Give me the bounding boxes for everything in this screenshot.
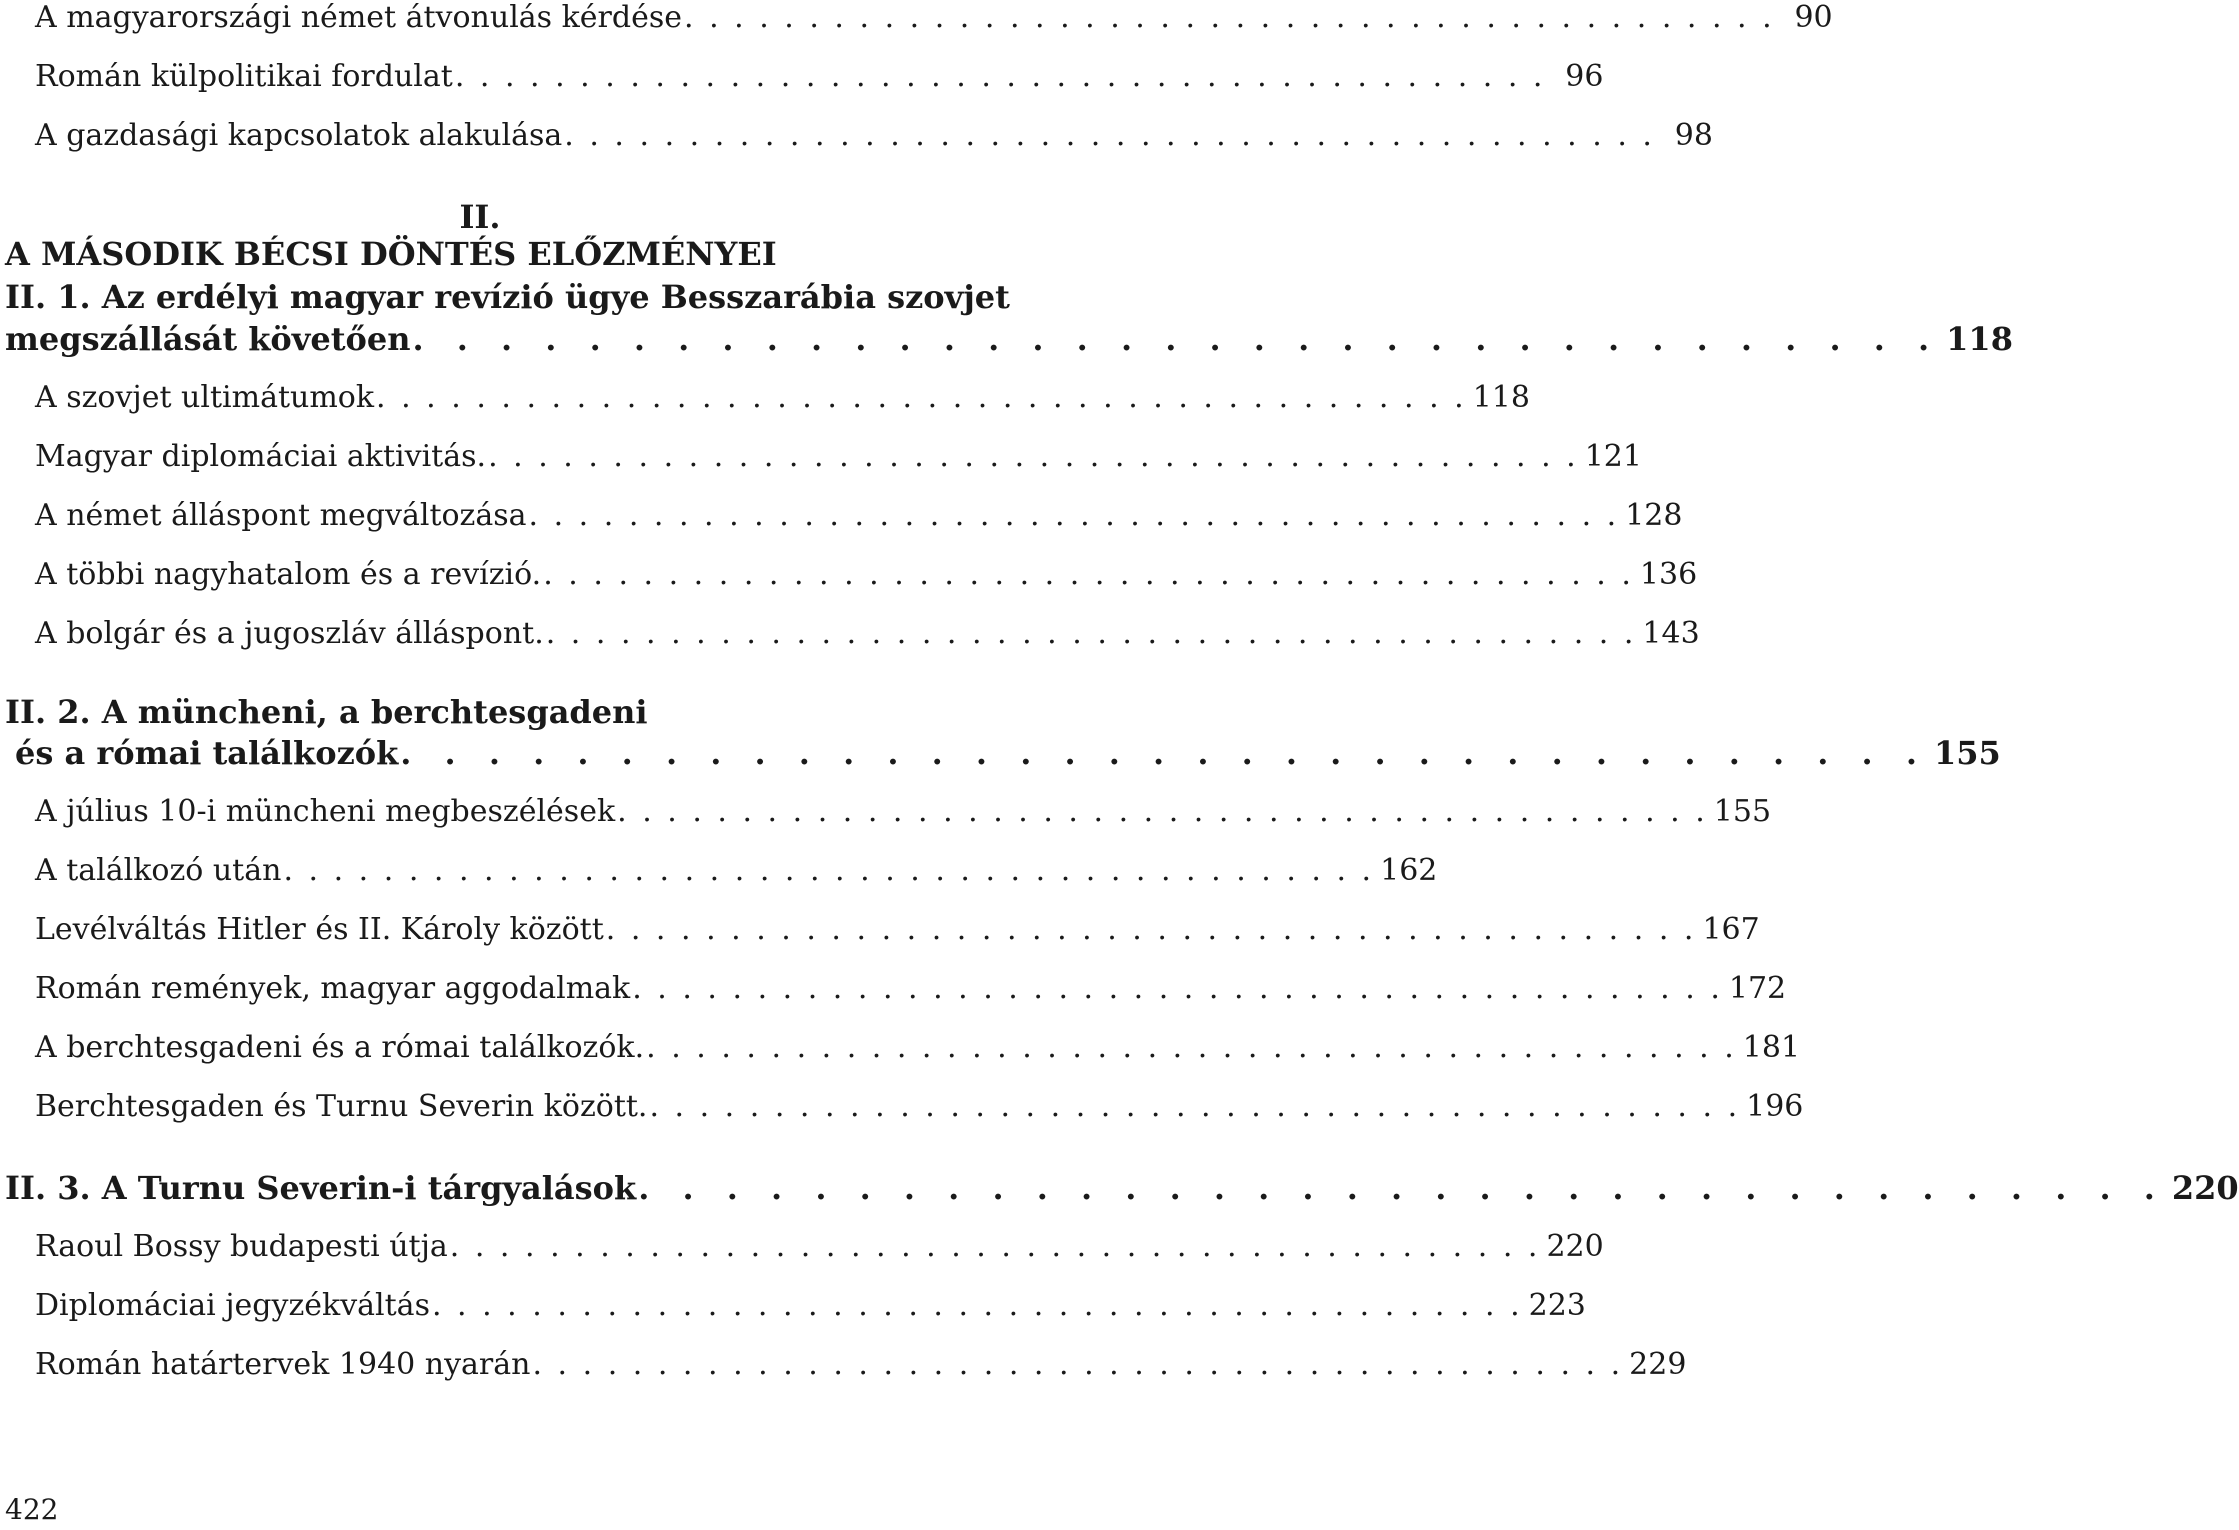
toc-entry	[0, 553, 1698, 597]
toc-entry-title: Magyar diplomáciai aktivitás.	[35, 439, 487, 474]
dot-leader: . . . . . . . . . . . . . . . . . . . . . . . . . . . . . . . . . . .	[400, 734, 1928, 772]
toc-entry-page: 128	[1625, 498, 1683, 533]
toc-entry	[0, 494, 1683, 538]
dot-leader: . . . . . . . . . . . . . . . . . . . . . . . . . . . . . . . . . . . . . . . . . . . .	[454, 59, 1546, 94]
toc-entry-title: A július 10-i müncheni megbeszélések	[35, 794, 616, 829]
dot-leader: . . . . . . . . . . . . . . . . . . . . . . . . . . . . . . . . . . .	[412, 320, 1941, 358]
toc-entry-page: 162	[1380, 853, 1438, 888]
toc-entry	[0, 1225, 1604, 1269]
chapter-title: II. 2. A müncheni, a berchtesgadeni	[5, 693, 648, 731]
dot-leader: . . . . . . . . . . . . . . . . . . . . . . . . . . . . . . . . . . . . . . . . . . . .	[564, 118, 1655, 153]
chapter-heading	[0, 317, 2013, 361]
toc-entry-title: A szovjet ultimátumok	[35, 380, 375, 415]
dot-leader: . . . . . . . . . . . . . . . . . . . . . . . . . . . . . . . . . . .	[638, 1169, 2166, 1207]
toc-entry-title: Román remények, magyar aggodalmak	[35, 971, 631, 1006]
toc-entry	[0, 967, 1787, 1011]
dot-leader: . . . . . . . . . . . . . . . . . . . . . . . . . . . . . . . . . . . . . . . . . . . .	[283, 853, 1375, 888]
toc-entry-page: 196	[1746, 1089, 1804, 1124]
toc-entry-title: Levélváltás Hitler és II. Károly között	[35, 912, 604, 947]
toc-entry-title: Román határtervek 1940 nyarán	[35, 1347, 531, 1382]
part-title: A MÁSODIK BÉCSI DÖNTÉS ELŐZMÉNYEI	[5, 235, 777, 273]
dot-leader: . . . . . . . . . . . . . . . . . . . . . . . . . . . . . . . . . . . . . . . . . . . .	[649, 1089, 1741, 1124]
toc-entry-title: A berchtesgadeni és a római találkozók.	[35, 1030, 645, 1065]
chapter-title: II. 1. Az erdélyi magyar revízió ügye Besszarábia szovjet	[5, 278, 1010, 316]
toc-entry-page: 136	[1639, 557, 1698, 592]
dot-leader: . . . . . . . . . . . . . . . . . . . . . . . . . . . . . . . . . . . . . . . . . . . .	[605, 912, 1697, 947]
toc-entry-page: 96	[1565, 59, 1604, 94]
toc-entry-title: A többi nagyhatalom és a revízió.	[35, 557, 542, 592]
chapter-title-continued: megszállását követően	[5, 320, 411, 358]
toc-entry-page: 220	[1546, 1229, 1604, 1264]
chapter-page: 220	[2171, 1169, 2239, 1207]
dot-leader: . . . . . . . . . . . . . . . . . . . . . . . . . . . . . . . . . . . . . . . . . . . .	[532, 1347, 1624, 1382]
toc-entry	[0, 435, 1642, 479]
dot-leader: . . . . . . . . . . . . . . . . . . . . . . . . . . . . . . . . . . . . . . . . . . . .	[632, 971, 1723, 1006]
dot-leader: . . . . . . . . . . . . . . . . . . . . . . . . . . . . . . . . . . . . . . . . . . . .	[617, 794, 1708, 829]
toc-entry-page: 143	[1642, 616, 1700, 651]
chapter-heading	[0, 731, 2001, 775]
dot-leader: . . . . . . . . . . . . . . . . . . . . . . . . . . . . . . . . . . . . . . . . . . . .	[449, 1229, 1541, 1264]
dot-leader: . . . . . . . . . . . . . . . . . . . . . . . . . . . . . . . . . . . . . . . . . . . .	[646, 1030, 1737, 1065]
part-number: II.	[459, 198, 501, 236]
toc-entry	[0, 1026, 1801, 1070]
toc-entry	[0, 0, 1833, 40]
toc-entry-title: Diplomáciai jegyzékváltás	[35, 1288, 430, 1323]
chapter-title: II. 3. A Turnu Severin-i tárgyalások	[5, 1169, 637, 1207]
dot-leader: . . . . . . . . . . . . . . . . . . . . . . . . . . . . . . . . . . . . . . . . . . . .	[543, 557, 1634, 592]
dot-leader: . . . . . . . . . . . . . . . . . . . . . . . . . . . . . . . . . . . . . . . . . . . .	[431, 1288, 1523, 1323]
toc-entry	[0, 1284, 1586, 1328]
toc-entry	[0, 376, 1530, 420]
chapter-title-continued: és a római találkozók	[15, 734, 399, 772]
toc-entry-title: A gazdasági kapcsolatok alakulása	[35, 118, 563, 153]
dot-leader: . . . . . . . . . . . . . . . . . . . . . . . . . . . . . . . . . . . . . . . . . . . .	[488, 439, 1579, 474]
toc-entry-title: Román külpolitikai fordulat	[35, 59, 453, 94]
toc-entry-page: 155	[1713, 794, 1772, 829]
toc-entry-page: 90	[1794, 0, 1833, 35]
chapter-page: 118	[1946, 320, 2013, 358]
toc-entry	[0, 1085, 1804, 1129]
toc-entry-page: 167	[1702, 912, 1760, 947]
toc-entry-title: Raoul Bossy budapesti útja	[35, 1229, 448, 1264]
toc-entry	[0, 612, 1700, 656]
dot-leader: . . . . . . . . . . . . . . . . . . . . . . . . . . . . . . . . . . . . . . . . . . . .	[545, 616, 1637, 651]
toc-entry	[0, 908, 1760, 952]
toc-entry	[0, 55, 1604, 99]
toc-entry-page: 98	[1674, 118, 1713, 153]
toc-entry-title: A német álláspont megváltozása	[35, 498, 527, 533]
toc-entry-page: 181	[1742, 1030, 1801, 1065]
dot-leader: . . . . . . . . . . . . . . . . . . . . . . . . . . . . . . . . . . . . . . . . . . . .	[684, 0, 1775, 35]
toc-entry	[0, 849, 1438, 893]
page-number: 422	[5, 1493, 59, 1526]
toc-entry-page: 121	[1584, 439, 1642, 474]
dot-leader: . . . . . . . . . . . . . . . . . . . . . . . . . . . . . . . . . . . . . . . . . . . .	[528, 498, 1620, 533]
chapter-page: 155	[1933, 734, 2001, 772]
toc-entry-page: 118	[1472, 380, 1530, 415]
toc-entry-title: Berchtesgaden és Turnu Severin között.	[35, 1089, 648, 1124]
toc-entry	[0, 114, 1713, 158]
chapter-heading	[0, 1166, 2239, 1210]
toc-entry-title: A magyarországi német átvonulás kérdése	[35, 0, 682, 35]
toc-entry-page: 223	[1528, 1288, 1586, 1323]
toc-entry	[0, 1343, 1687, 1387]
toc-entry-page: 229	[1629, 1347, 1687, 1382]
toc-entry-page: 172	[1728, 971, 1787, 1006]
toc-entry-title: A találkozó után	[35, 853, 282, 888]
dot-leader: . . . . . . . . . . . . . . . . . . . . . . . . . . . . . . . . . . . . . . . . . . . .	[376, 380, 1467, 415]
toc-entry	[0, 790, 1772, 834]
toc-entry-title: A bolgár és a jugoszláv álláspont.	[35, 616, 544, 651]
